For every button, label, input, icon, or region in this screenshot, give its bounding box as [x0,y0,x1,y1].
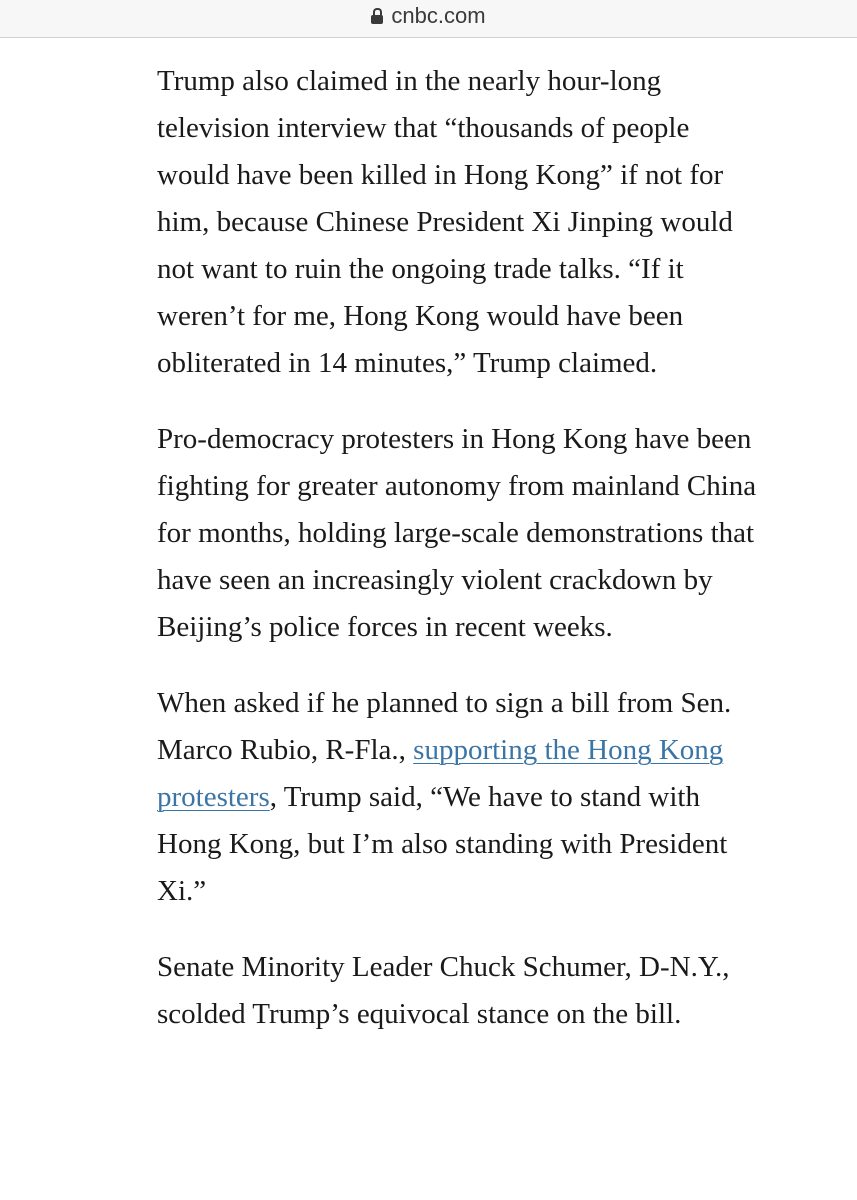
url-display[interactable] [0,3,857,29]
protesters-link[interactable]: supporting the Hong Kong protesters [157,734,724,813]
paragraph-text: When asked if he planned to sign a bill from Sen. Marco Rubio, R-Fla., [157,687,732,766]
article-paragraph [157,680,757,915]
paragraph-text: , Trump said, “We have to stand with Hong Kong, but I’m also standing with President Xi.” [157,781,728,907]
address-bar[interactable] [0,0,857,38]
article-paragraph: Trump also claimed in the nearly hour-long television interview that “thousands of people would have been killed in Hong Kong” if not for him, because Chinese President Xi Jinping would not want to ruin the ongoing trade talks. “If it weren’t for me, Hong Kong would have been obliterated in 14 minutes,” Trump claimed. [157,65,733,379]
article-body [157,58,757,1067]
lock-icon [371,8,383,24]
url-text[interactable]: cnbc.com [391,3,486,28]
article-paragraph: Pro-democracy protesters in Hong Kong have been fighting for greater autonomy from mainland China for months, holding large-scale demonstrations that have seen an increasingly violent crackdown by Beijing’s police forces in recent weeks. [157,423,757,643]
article-paragraph: Senate Minority Leader Chuck Schumer, D-N.Y., scolded Trump’s equivocal stance on the bill. [157,951,730,1030]
